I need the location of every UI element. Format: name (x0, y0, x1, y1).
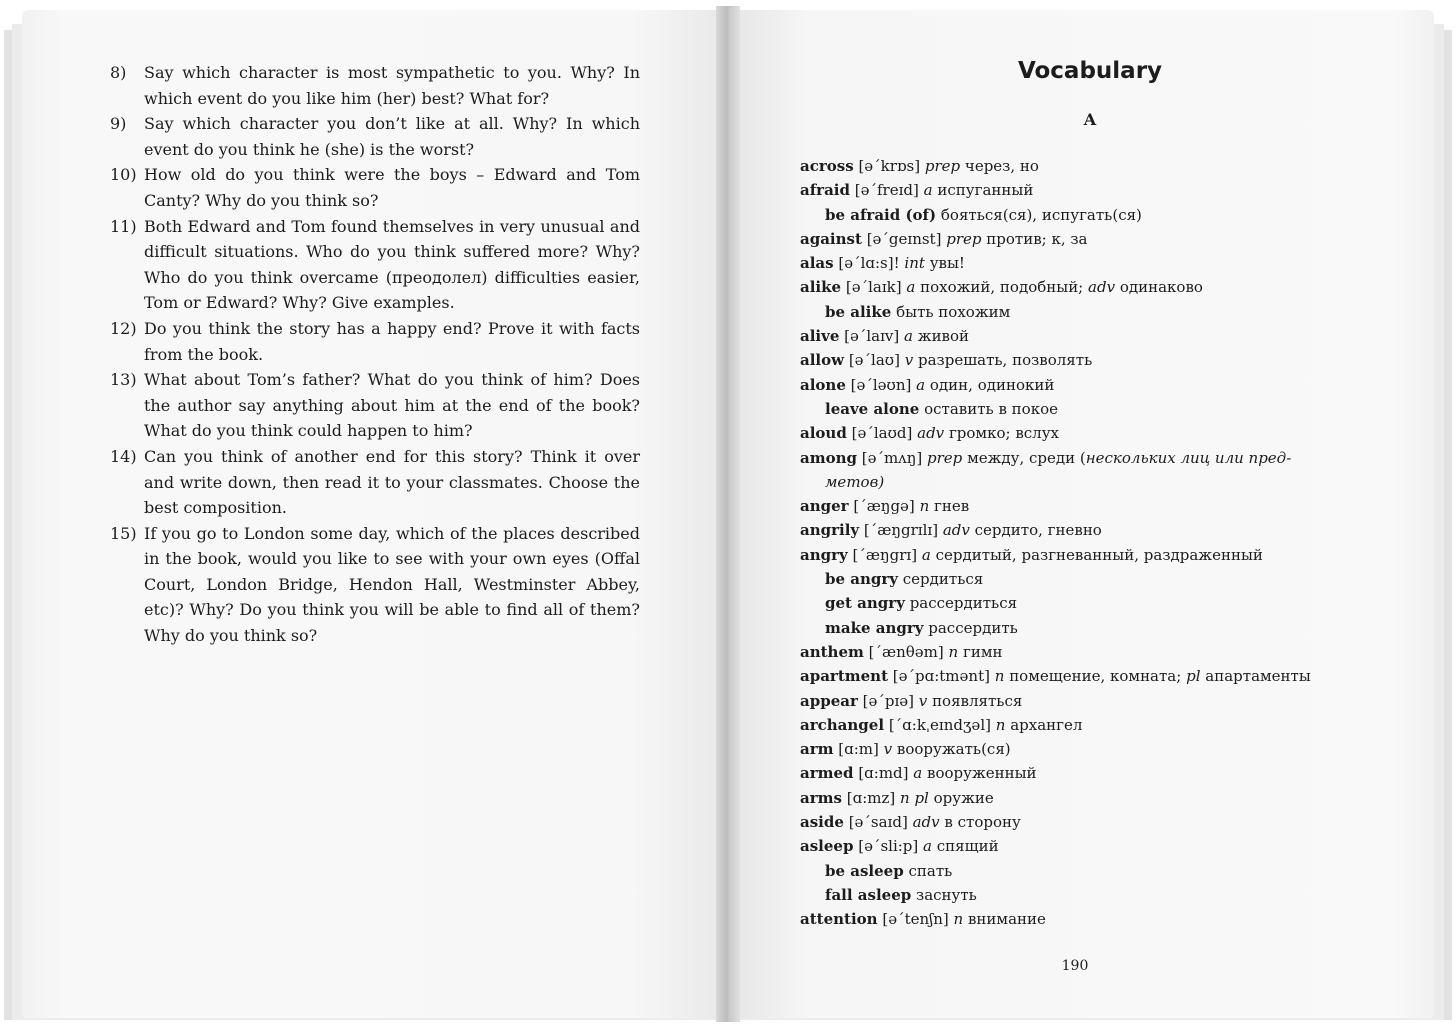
question-text: Say which character you don’t like at all. Why? In which event do you think he (she) is the worst? (144, 114, 640, 159)
part-of-speech: int (904, 254, 925, 273)
part-of-speech: v (883, 740, 893, 759)
translation: между, среди ( (967, 448, 1086, 467)
headword: leave alone (825, 399, 920, 418)
translation: заснуть (916, 885, 977, 904)
transcription: [əˊlɑ:s]! (838, 254, 900, 273)
question-text: Do you think the story has a happy end? Prove it with facts from the book. (144, 318, 640, 364)
translation: увы! (929, 254, 965, 273)
part-of-speech: n (953, 910, 964, 929)
translation: спать (908, 861, 953, 880)
vocab-subentry (800, 883, 1380, 907)
vocab-entry (800, 178, 1380, 202)
vocab-entry (800, 154, 1380, 178)
translation: оставить в покое (924, 399, 1058, 418)
translation: в сторону (944, 813, 1021, 832)
part-of-speech: adv (912, 813, 940, 832)
part-of-speech: v (918, 691, 928, 710)
translation: быть похожим (896, 302, 1011, 321)
headword: be alike (825, 302, 892, 321)
vocab-entry (800, 421, 1380, 445)
part-of-speech: a (913, 764, 923, 783)
question-item (110, 111, 640, 162)
question-number: 13) (110, 370, 137, 390)
question-number: 8) (110, 63, 127, 82)
headword: angry (800, 545, 848, 564)
part-of-speech: adv (942, 521, 970, 540)
transcription: [ˊæŋgə] (853, 497, 915, 516)
vocab-entry (800, 446, 1380, 470)
vocab-subentry (800, 591, 1380, 615)
vocab-subentry (800, 203, 1380, 227)
part-of-speech: a (916, 375, 926, 394)
part-of-speech: adv (1088, 278, 1116, 297)
question-text: Both Edward and Tom found themselves in very unusual and difficult situations. Who do you think suffered more? Why? Who do you think overcame (преодолел) difficulties easier, Tom or Edward? Why? Give examples. (144, 216, 640, 313)
translation: апартаменты (1205, 667, 1311, 686)
transcription: [əˊtenʃn] (882, 910, 949, 929)
translation: через, но (964, 157, 1039, 175)
question-text: How old do you think were the boys – Edward and Tom Canty? Why do you think so? (144, 165, 640, 210)
translation: вооруженный (927, 764, 1037, 783)
headword: afraid (800, 181, 850, 200)
transcription: [əˊfreɪd] (854, 181, 919, 200)
transcription: [əˊlaɪv] (844, 327, 900, 346)
translation: вооружать(ся) (896, 740, 1011, 759)
part-of-speech: n (994, 667, 1005, 686)
part-of-speech: a (904, 327, 913, 346)
closing-bracket: ) (878, 472, 885, 491)
page-number: 190 (1061, 958, 1089, 974)
headword: get angry (825, 594, 905, 613)
translation: спящий (936, 837, 999, 856)
vocab-entry (800, 470, 1380, 494)
headword: anthem (800, 642, 864, 661)
translation: появляться (932, 691, 1023, 710)
vocabulary-entries (800, 154, 1380, 932)
vocab-entry (800, 348, 1380, 372)
question-item (110, 367, 640, 444)
translation: громко; вслух (948, 424, 1059, 443)
translation: один, одинокий (929, 375, 1055, 394)
headword: anger (800, 497, 849, 516)
transcription: [əˊkrɒs] (858, 157, 921, 175)
question-text: What about Tom’s father? What do you think of him? Does the author say anything about him at the end of the book? What do you think could happen to him? (144, 370, 640, 441)
part-of-speech: a (923, 181, 933, 200)
headword: be asleep (825, 861, 904, 880)
headword: be afraid (of) (825, 205, 937, 224)
vocab-entry (800, 907, 1380, 931)
transcription: [əˊsli:p] (858, 837, 919, 856)
headword: aloud (800, 424, 847, 443)
vocab-entry (800, 251, 1380, 275)
translation: одинаково (1119, 278, 1203, 297)
question-text: Can you think of another end for this story? Think it over and write down, then read it to your classmates. Choose the best composition. (144, 446, 640, 518)
question-item (110, 444, 640, 521)
part-of-speech: n pl (900, 788, 929, 807)
headword: be angry (825, 570, 898, 589)
headword: arm (800, 740, 834, 759)
transcription: [ɑ:md] (858, 764, 909, 783)
vocab-entry (800, 664, 1380, 688)
transcription: [əˊsaɪd] (848, 813, 908, 832)
headword: alone (800, 375, 846, 394)
question-number: 14) (110, 446, 137, 466)
transcription: [ɑ:m] (838, 740, 879, 759)
vocab-entry (800, 543, 1380, 567)
vocab-entry (800, 227, 1380, 251)
vocab-entry (800, 810, 1380, 834)
section-letter: A (1083, 110, 1097, 129)
question-number: 15) (110, 523, 137, 543)
part-of-speech: a (923, 837, 932, 856)
headword: arms (800, 788, 842, 807)
part-of-speech: pl (1186, 667, 1201, 686)
vocab-entry (800, 834, 1380, 858)
headword: allow (800, 351, 845, 370)
question-item (110, 162, 640, 213)
vocab-entry (800, 761, 1380, 785)
vocab-entry (800, 713, 1380, 737)
question-item (110, 316, 640, 367)
question-text: If you go to London some day, which of the places described in the book, would you like to see with your own eyes (Offal Court, London Bridge, Hendon Hall, Westminster Abbey, etc)? Why? Do you think you will be able to find all of them? Why do you think so? (144, 523, 640, 646)
vocab-subentry (800, 300, 1380, 324)
transcription: [əˊlaʊ] (848, 351, 900, 370)
headword: among (800, 448, 857, 467)
transcription: [əˊmʌŋ] (861, 448, 923, 467)
vocab-entry (800, 737, 1380, 761)
translation: сердитый, разгневанный, раздраженный (935, 545, 1263, 564)
vocabulary-section (800, 50, 1380, 932)
translation: живой (917, 327, 970, 346)
transcription: [əˊləʊn] (850, 375, 912, 394)
transcription: [ˊæŋgrɪlɪ] (863, 521, 939, 540)
vocab-entry (800, 494, 1380, 518)
transcription: [ɑ:mz] (846, 788, 896, 807)
vocab-entry (800, 324, 1380, 348)
translation: гимн (963, 642, 1003, 661)
transcription: [əˊlaɪk] (845, 278, 902, 297)
vocab-entry (800, 518, 1380, 542)
translation: рассердиться (909, 594, 1018, 613)
headword: asleep (800, 837, 854, 856)
vocab-entry (800, 275, 1380, 299)
headword: alas (800, 254, 834, 273)
headword: attention (800, 910, 878, 929)
translation: гнев (934, 497, 970, 516)
transcription: [əˊpɑ:tmənt] (892, 667, 990, 686)
transcription: [ˊɑ:kˌeɪndʒəl] (888, 715, 991, 734)
book-spine (716, 6, 740, 1022)
question-number: 9) (110, 114, 127, 134)
translation: рассердить (928, 618, 1018, 637)
vocab-entry (800, 689, 1380, 713)
headword: alike (800, 278, 842, 297)
part-of-speech: n (948, 642, 959, 661)
question-item (110, 521, 640, 649)
vocab-subentry (800, 859, 1380, 883)
part-of-speech: a (921, 545, 931, 564)
vocab-entry (800, 786, 1380, 810)
translation: похожий, подобный; (920, 278, 1084, 297)
translation: бояться(ся), испугать(ся) (940, 205, 1142, 224)
question-number: 10) (110, 165, 137, 185)
vocabulary-title: Vocabulary (1017, 58, 1163, 84)
usage-note: нескольких лиц или пред- (1085, 448, 1292, 467)
translation: разрешать, позволять (918, 351, 1093, 370)
question-text: Say which character is most sympathetic to you. Why? In which event do you like him (her) best? What for? (144, 63, 640, 108)
headword: make angry (825, 618, 924, 637)
transcription: [əˊlaʊd] (851, 424, 913, 443)
transcription: [ˊæŋgrɪ] (852, 545, 918, 564)
vocab-subentry (800, 397, 1380, 421)
question-number: 11) (110, 216, 137, 236)
part-of-speech: v (904, 351, 914, 370)
part-of-speech: a (906, 278, 916, 297)
part-of-speech: prep (924, 157, 961, 175)
headword: armed (800, 764, 854, 783)
translation: сердито, гневно (974, 521, 1102, 540)
transcription: [əˊgeɪnst] (866, 229, 942, 248)
headword: across (800, 157, 854, 175)
headword: appear (800, 691, 858, 710)
vocab-entry (800, 373, 1380, 397)
translation: внимание (967, 910, 1046, 929)
transcription: [ˊænθəm] (868, 642, 944, 661)
transcription: [əˊpɪə] (862, 691, 915, 710)
question-number: 12) (110, 318, 137, 338)
translation: архангел (1010, 715, 1083, 734)
headword: alive (800, 327, 840, 346)
headword: archangel (800, 715, 885, 734)
part-of-speech: adv (917, 424, 945, 443)
part-of-speech: n (995, 715, 1006, 734)
vocab-subentry (800, 616, 1380, 640)
translation: помещение, комната; (1009, 667, 1182, 686)
question-list (110, 60, 640, 649)
translation: против; к, за (986, 229, 1088, 248)
part-of-speech: n (919, 497, 930, 516)
vocab-entry (800, 640, 1380, 664)
headword: aside (800, 813, 844, 832)
part-of-speech: prep (927, 448, 963, 467)
question-item (110, 214, 640, 316)
vocab-subentry (800, 567, 1380, 591)
translation: оружие (933, 788, 994, 807)
question-item (110, 60, 640, 111)
translation: сердиться (902, 570, 984, 589)
headword: apartment (800, 667, 889, 686)
headword: fall asleep (825, 885, 912, 904)
part-of-speech: prep (946, 229, 982, 248)
translation: испуганный (937, 181, 1034, 200)
headword: angrily (800, 521, 860, 540)
usage-note: метов (825, 472, 879, 491)
headword: against (800, 229, 862, 248)
